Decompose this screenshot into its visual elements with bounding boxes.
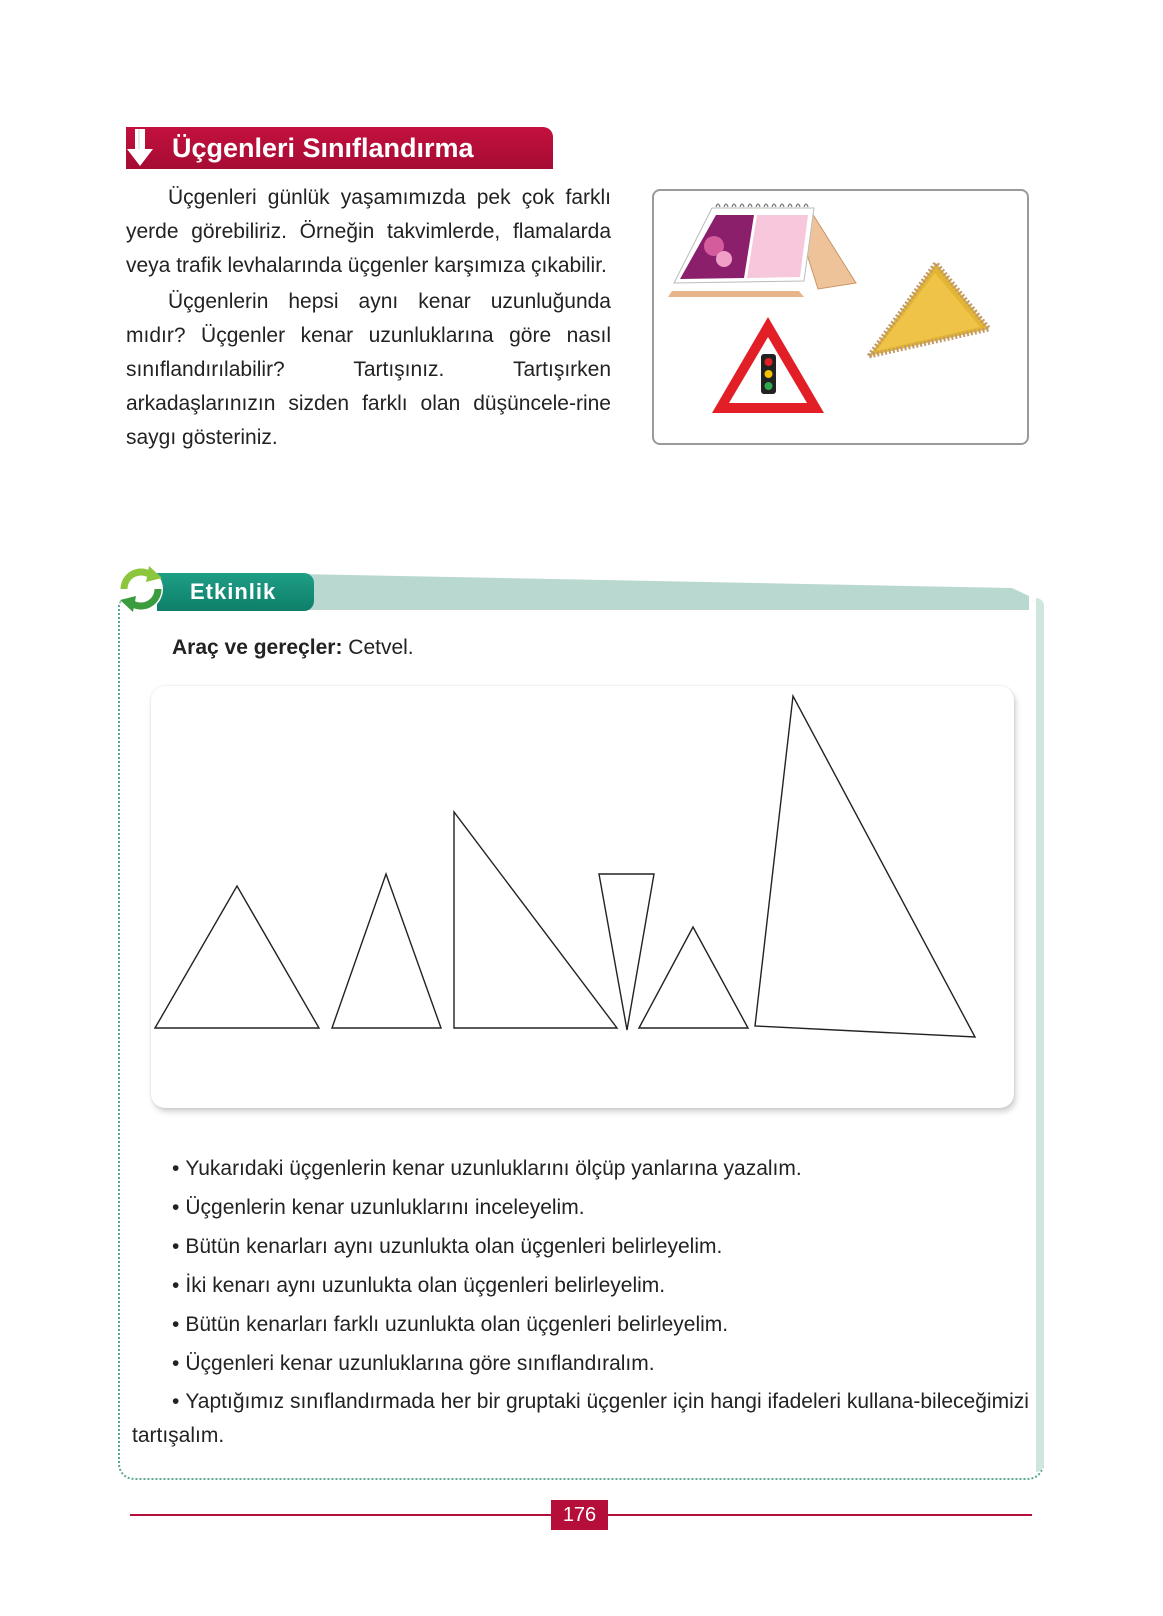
list-item-text: Üçgenlerin kenar uzunluklarını inceleyelim. [185,1196,585,1219]
list-item-text: Bütün kenarları aynı uzunlukta olan üçgenleri belirleyelim. [185,1235,723,1258]
recycle-arrows-icon [114,560,168,620]
intro-paragraph: Üçgenlerin hepsi aynı kenar uzunluğunda mıdır? Üçgenler kenar uzunluklarına göre nasıl sınıflandırılabilir? Tartışınız. Tartışırken arkadaşlarınızın sizden farklı olan düşüncele-rine saygı gösteriniz. [126,290,611,449]
list-item [132,1266,1032,1305]
pennant-image [869,263,989,356]
list-item [132,1149,1032,1188]
triangle-1 [155,886,319,1028]
intro-paragraph: Üçgenleri günlük yaşamımızda pek çok farklı yerde görebiliriz. Örneğin takvimlerde, flamalarda veya trafik levhalarında üçgenler karşımıza çıkabilir. [126,186,611,277]
list-item-text: Bütün kenarları farklı uzunlukta olan üçgenleri belirleyelim. [185,1313,729,1336]
traffic-sign-image [712,317,824,413]
list-item-text: İki kenarı aynı uzunlukta olan üçgenleri belirleyelim. [185,1274,666,1297]
page-number: 176 [551,1500,608,1530]
down-arrow-icon [124,127,156,169]
list-item-text: Yukarıdaki üçgenlerin kenar uzunluklarını ölçüp yanlarına yazalım. [185,1157,802,1180]
activity-bullets [132,1149,1032,1453]
triangle-2 [332,874,441,1028]
bullet-symbol: • [172,1390,180,1413]
illustration-box [652,189,1029,445]
bullet-symbol: • [172,1196,180,1219]
triangle-4 [599,874,654,1030]
illustrations [654,191,1027,443]
bullet-symbol: • [172,1313,180,1336]
list-item-text: Yaptığımız sınıflandırmada her bir gruptaki üçgenler için hangi ifadeleri kullana-bileceğimizi tartışalım. [132,1390,1029,1447]
list-item [132,1385,1032,1453]
bullet-symbol: • [172,1235,180,1258]
triangle-3 [454,812,617,1028]
calendar-image [668,204,856,297]
section-title: Üçgenleri Sınıflandırma [172,133,474,163]
bullet-symbol: • [172,1352,180,1375]
activity-tab-label: Etkinlik [190,579,277,604]
triangle-drawings [151,686,1014,1108]
list-item [132,1344,1032,1383]
list-item-text: Üçgenleri kenar uzunluklarına göre sınıflandıralım. [185,1352,655,1375]
bullet-symbol: • [172,1274,180,1297]
triangle-6 [755,696,975,1037]
tools-line [172,633,414,663]
intro-text [126,181,611,455]
bullet-symbol: • [172,1157,180,1180]
list-item [132,1305,1032,1344]
list-item [132,1227,1032,1266]
tools-value: Cetvel. [342,636,414,659]
list-item [132,1188,1032,1227]
activity-frame-edge [1036,598,1044,1472]
tools-label: Araç ve gereçler: [172,636,343,659]
triangle-5 [639,927,748,1028]
